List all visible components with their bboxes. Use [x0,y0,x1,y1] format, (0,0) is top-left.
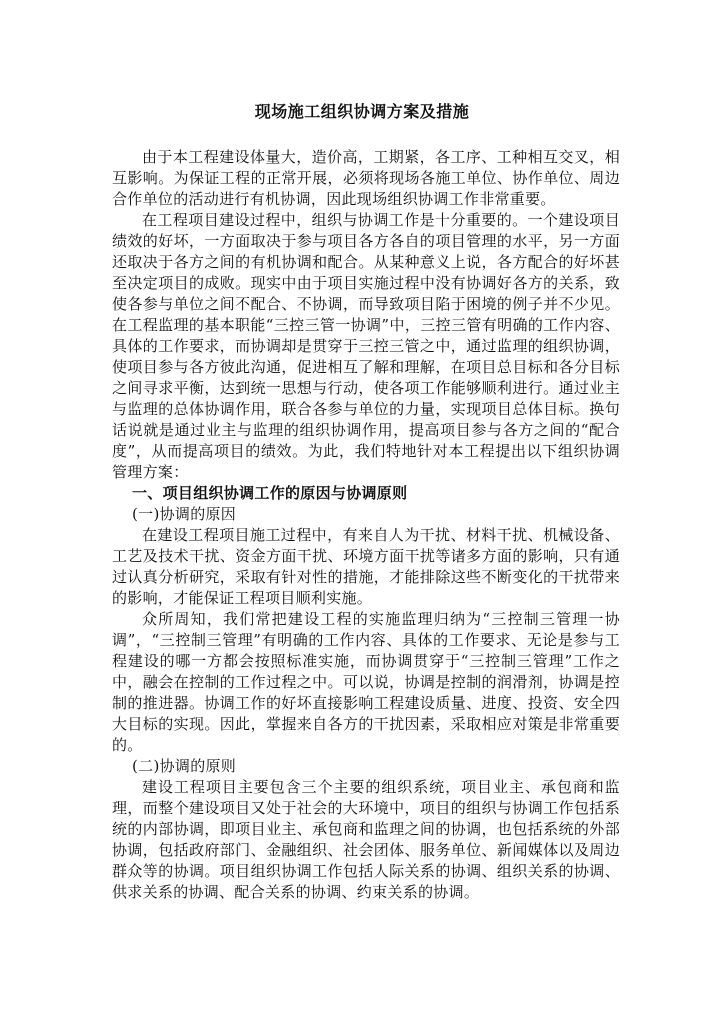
paragraph-reasons-2: 众所周知，我们常把建设工程的实施监理归纳为“三控制三管理一协调”，“三控制三管理”有明确的工作内容、具体的工作要求、无论是参与工程建设的哪一方都会按照标准实施，而协调贯穿于“三控制三管理”工作之中，融会在控制的工作过程之中。可以说，协调是控制的润滑剂，协调是控制的推进器。协调工作的好坏直接影响工程建设质量、进度、投资、安全四大目标的实现。因此，掌握来自各方的干扰因素，采取相应对策是非常重要的。 [112,610,620,754]
subsection-heading-reasons: (一)协调的原因 [132,505,237,523]
paragraph-principles-1: 建设工程项目主要包含三个主要的组织系统，项目业主、承包商和监理，而整个建设项目又处于社会的大环境中，项目的组织与协调工作包括系统的内部协调，即项目业主、承包商和监理之间的协调，也包括系统的外部协调，包括政府部门、金融组织、社会团体、服务单位、新闻媒体以及周边群众等的协调。项目组织协调工作包括人际关系的协调、组织关系的协调、供求关系的协调、配合关系的协调、约束关系的协调。 [112,778,620,901]
document-body [112,147,620,903]
section-heading-1: 一、项目组织协调工作的原因与协调原则 [132,484,408,502]
subsection-heading-principles: (二)协调的原则 [132,757,237,775]
document-title: 现场施工组织协调方案及措施 [254,102,470,121]
paragraph-reasons-1: 在建设工程项目施工过程中，有来自人为干扰、材料干扰、机械设备、工艺及技术干扰、资金方面干扰、环境方面干扰等诸多方面的影响，只有通过认真分析研究，采取有针对性的措施，才能排除这些不断变化的干扰带来的影响，才能保证工程项目顺利实施。 [112,526,620,607]
paragraph-intro-2: 在工程项目建设过程中，组织与协调工作是十分重要的。一个建设项目绩效的好坏，一方面取决于参与项目各方各自的项目管理的水平，另一方面还取决于各方之间的有机协调和配合。从某种意义上说，各方配合的好坏甚至决定项目的成败。现实中由于项目实施过程中没有协调好各方的关系，致使各参与单位之间不配合、不协调，而导致项目陷于困境的例子并不少见。在工程监理的基本职能“三控三管一协调”中，三控三管有明确的工作内容、具体的工作要求，而协调却是贯穿于三控三管之中，通过监理的组织协调，使项目参与各方彼此沟通，促进相互了解和理解，在项目总目标和各分目标之间寻求平衡，达到统一思想与行动，使各项工作能够顺利进行。通过业主与监理的总体协调作用，联合各参与单位的力量，实现项目总体目标。换句话说就是通过业主与监理的组织协调作用，提高项目参与各方之间的“配合度”，从而提高项目的绩效。为此，我们特地针对本工程提出以下组织协调管理方案： [112,211,620,481]
paragraph-intro-1: 由于本工程建设体量大，造价高，工期紧，各工序、工种相互交叉，相互影响。为保证工程的正常开展，必须将现场各施工单位、协作单位、周边合作单位的活动进行有机协调，因此现场组织协调工作非常重要。 [112,148,620,208]
